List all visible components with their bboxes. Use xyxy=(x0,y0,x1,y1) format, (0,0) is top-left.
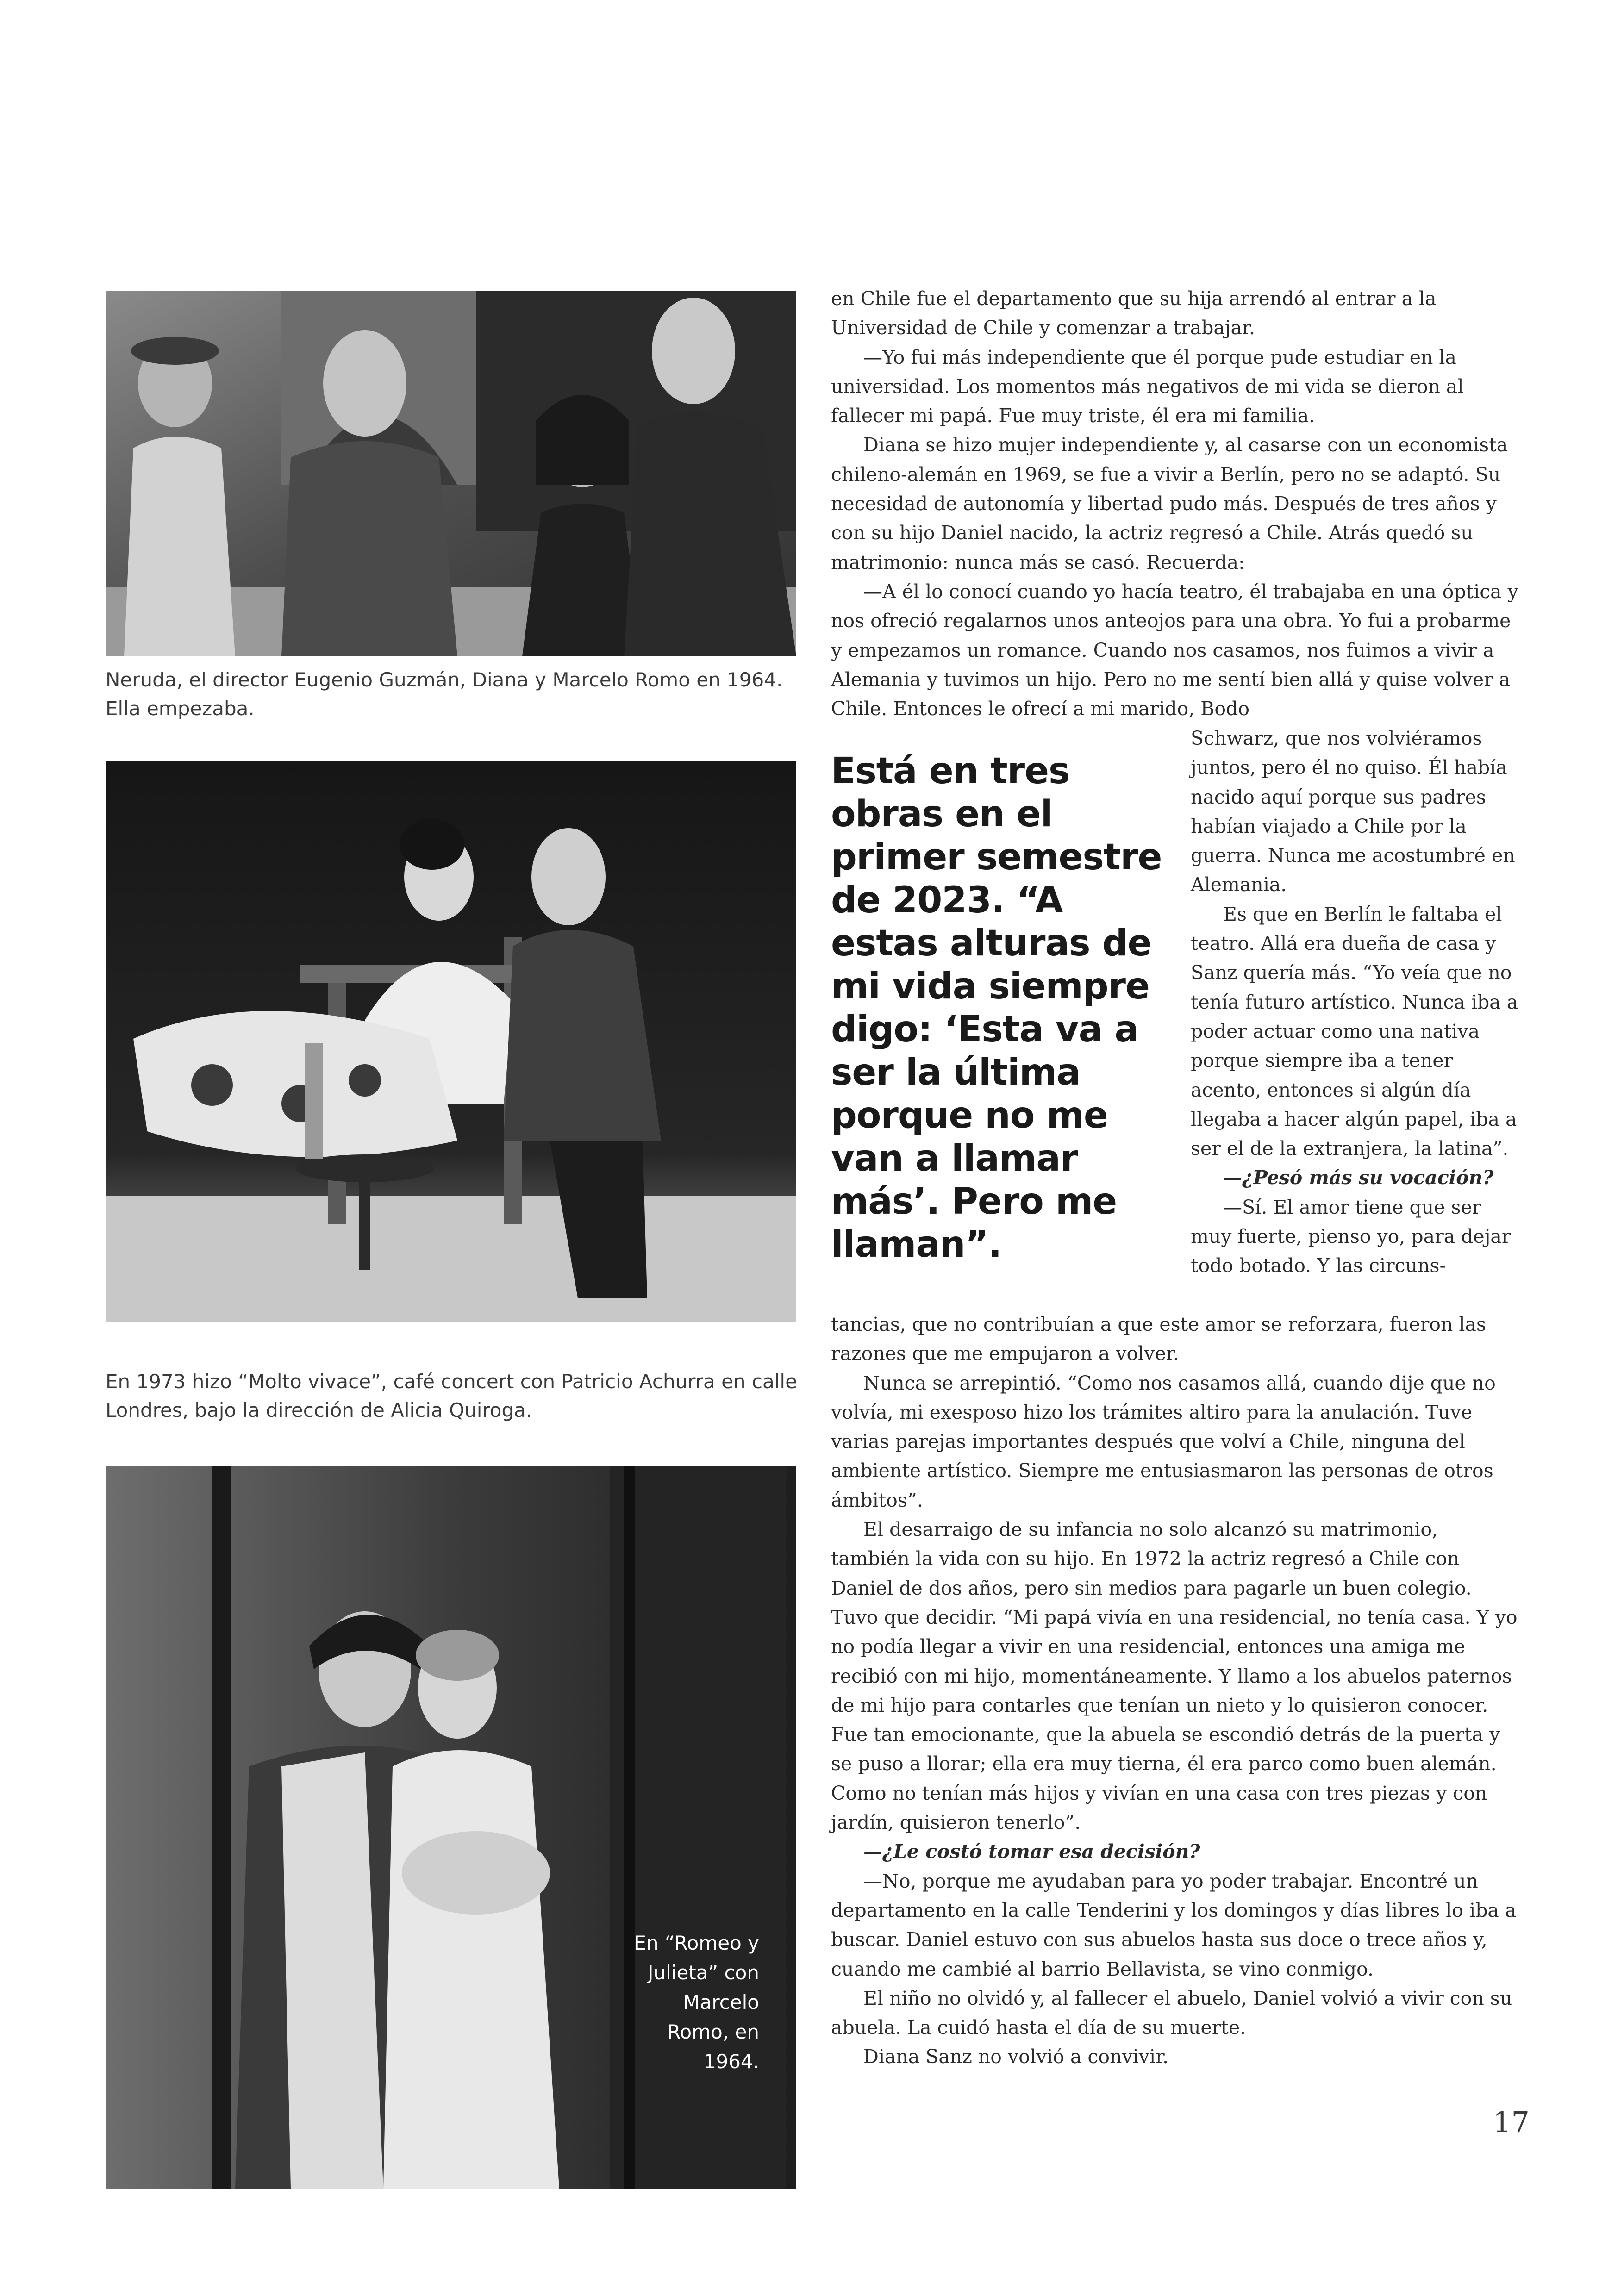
article-column-narrow xyxy=(1191,724,1520,1281)
body-paragraph: El desarraigo de su infancia no solo alcanzó su matrimonio, también la vida con su hijo. En 1972 la actriz regresó a Chile con Daniel de dos años, pero sin medios para pagarle un buen colegio. Tuvo que decidir. “Mi papá vivía en una residencial, no tenía casa. Y yo no podía llegar a vivir en una residencial, entonces una amiga me recibió con mi hijo, momentáneamente. Y llamo a los abuelos paternos de mi hijo para contarles que tenían un nieto y lo quisieron conocer. Fue tan emocionante, que la abuela se escondió detrás de la puerta y se puso a llorar; ella era muy tierna, él era parco como buen alemán. Como no tenían más hijos y vivían en una casa con tres piezas y con jardín, quisieron tenerlo”. xyxy=(831,1518,1518,1834)
body-paragraph: —No, porque me ayudaban para yo poder trabajar. Encontré un departamento en la calle Tenderini y los domingos y días libres lo iba a buscar. Daniel estuvo con sus abuelos hasta sus doce o trece años y, cuando me cambié al barrio Bellavista, se vino conmigo. xyxy=(831,1870,1517,1980)
body-paragraph: tancias, que no contribuían a que este amor se reforzara, fueron las razones que me empujaron a volver. xyxy=(831,1313,1487,1365)
photo-molto-vivace-image xyxy=(106,761,796,1322)
photo-caption: Neruda, el director Eugenio Guzmán, Diana y Marcelo Romo en 1964. Ella empezaba. xyxy=(106,668,783,720)
interview-question xyxy=(831,1837,1521,1866)
body-paragraph: —Yo fui más independiente que él porque pude estudiar en la universidad. Los momentos más negativos de mi vida se dieron al fallecer mi papá. Fue muy triste, él era mi familia. xyxy=(831,346,1464,427)
interview-question-text: —¿Le costó tomar esa decisión? xyxy=(863,1840,1200,1863)
interview-question xyxy=(1191,1163,1520,1192)
body-paragraph: El niño no olvidó y, al fallecer el abuelo, Daniel volvió a vivir con su abuela. La cuidó hasta el día de su muerte. xyxy=(831,1987,1512,2039)
body-paragraph: en Chile fue el departamento que su hija arrendó al entrar a la Universidad de Chile y comenzar a trabajar. xyxy=(831,287,1437,339)
photo-caption: En 1973 hizo “Molto vivace”, café concert con Patricio Achurra en calle Londres, bajo la dirección de Alicia Quiroga. xyxy=(106,1370,797,1422)
article-column-top xyxy=(831,284,1521,723)
photo-caption-overlay: En “Romeo y Julieta” con Marcelo Romo, en 1964. xyxy=(634,1932,759,2073)
body-paragraph: Schwarz, que nos volviéramos juntos, pero él no quiso. Él había nacido aquí porque sus padres habían viajado a Chile por la guerra. Nunca me acostumbré en Alemania. xyxy=(1191,727,1515,896)
body-paragraph: Diana se hizo mujer independiente y, al casarse con un economista chileno-alemán en 1969, se fue a vivir a Berlín, pero no se adaptó. Su necesidad de autonomía y libertad pudo más. Después de tres años y con su hijo Daniel nacido, la actriz regresó a Chile. Atrás quedó su matrimonio: nunca más se casó. Recuerda: xyxy=(831,434,1508,574)
photo-neruda-group xyxy=(106,291,796,656)
body-paragraph: Es que en Berlín le faltaba el teatro. Allá era dueña de casa y Sanz quería más. “Yo veía que no tenía futuro artístico. Nunca iba a poder actuar como una nativa porque siempre iba a tener acento, entonces si algún día llegaba a hacer algún papel, iba a ser el de la extranjera, la latina”. xyxy=(1191,903,1518,1160)
body-paragraph: —Sí. El amor tiene que ser muy fuerte, pienso yo, para dejar todo botado. Y las circuns- xyxy=(1191,1196,1511,1277)
pull-quote: Está en tres obras en el primer semestre de 2023. “A estas alturas de mi vida siempre digo: ‘Esta va a ser la última porque no me van a llamar más’. Pero me llaman”. xyxy=(831,750,1162,1266)
article-column-bottom xyxy=(831,1310,1521,2072)
page-number: 17 xyxy=(1493,2105,1530,2139)
photo-neruda-group-image xyxy=(106,291,796,656)
body-paragraph: Nunca se arrepintió. “Como nos casamos allá, cuando dije que no volvía, mi exesposo hizo los trámites altiro para la anulación. Tuve varias parejas importantes después que volví a Chile, ninguna del ambiente artístico. Siempre me entusiasmaron las personas de otros ámbitos”. xyxy=(831,1372,1496,1511)
interview-question-text: —¿Pesó más su vocación? xyxy=(1223,1166,1494,1189)
body-paragraph: —A él lo conocí cuando yo hacía teatro, él trabajaba en una óptica y nos ofreció regalarnos unos anteojos para una obra. Yo fui a probarme y empezamos un romance. Cuando nos casamos, nos fuimos a vivir a Alemania y tuvimos un hijo. Pero no me sentí bien allá y quise volver a Chile. Entonces le ofrecí a mi marido, Bodo xyxy=(831,580,1518,720)
body-paragraph: Diana Sanz no volvió a convivir. xyxy=(863,2046,1169,2068)
photo-romeo-y-julieta xyxy=(106,1466,796,2189)
photo-romeo-y-julieta-image xyxy=(106,1466,796,2189)
photo-molto-vivace xyxy=(106,761,796,1322)
